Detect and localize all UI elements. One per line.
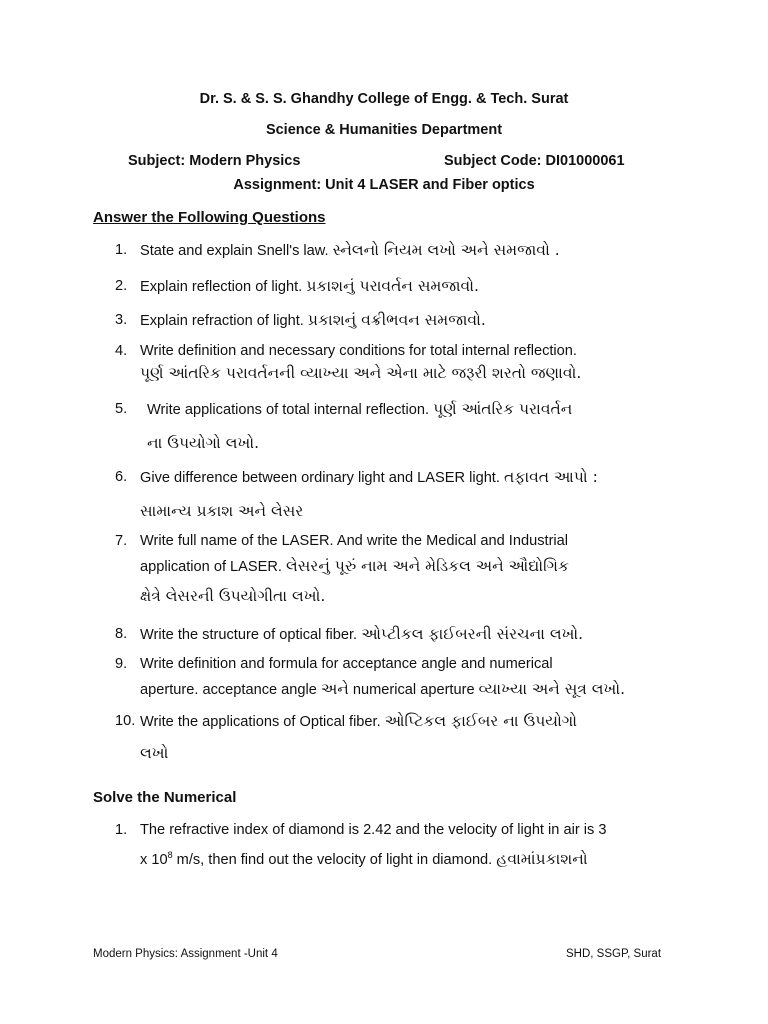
question-text-en-cont: application of LASER.: [140, 559, 282, 575]
question-text-gu: સ્નેલનો નિયમ લખો અને સમજાવો .: [332, 241, 560, 259]
numerical-text-gu: હવામાંપ્રકાશનો: [496, 849, 588, 868]
question-text-en-cont2: numerical aperture: [352, 682, 475, 698]
question-number: 1.: [115, 242, 128, 258]
question-text-en: Explain reflection of light.: [140, 279, 303, 295]
numerical-text-cont2: m/s, then find out the velocity of light in diamond.: [172, 851, 493, 868]
question-text-gu: અને: [320, 680, 349, 698]
question-item: [115, 277, 675, 297]
question-number: 6.: [115, 469, 128, 485]
question-item: [115, 712, 675, 768]
question-text-en: Write full name of the LASER. And write the Medical and Industrial: [140, 533, 569, 549]
question-text-gu: પૂર્ણ આંતરિક પરાવર્તનની વ્યાખ્યા અને એના માટે જરૂરી શરતો જણાવો.: [140, 364, 582, 382]
college-name: Dr. S. & S. S. Ghandhy College of Engg. & Tech. Surat: [199, 91, 569, 107]
question-number: 8.: [115, 626, 128, 642]
question-item: [115, 241, 675, 261]
question-text-en: Write definition and formula for acceptance angle and numerical: [140, 656, 553, 672]
question-text-gu-cont: ક્ષેત્રે લેસરની ઉપયોગીતા લખો.: [140, 587, 326, 605]
question-item: [115, 342, 675, 385]
question-text-en-cont: aperture. acceptance angle: [140, 682, 317, 698]
questions-heading: Answer the Following Questions: [93, 209, 326, 226]
question-text-en: Write definition and necessary conditions for total internal reflection.: [140, 343, 577, 359]
question-text-gu-cont: લખો: [140, 744, 169, 762]
question-item: [115, 311, 675, 331]
department-name: Science & Humanities Department: [265, 122, 503, 138]
question-text-gu: તફાવત આપો :: [503, 468, 598, 486]
numerical-item: [115, 821, 675, 870]
question-text-gu: ઓપ્ટિકલ ફાઈબર ના ઉપયોગો: [384, 712, 578, 730]
question-number: 5.: [115, 401, 128, 417]
numerical-number: 1.: [115, 822, 128, 838]
question-item: [115, 625, 675, 645]
question-text-gu: પૂર્ણ આંતરિક પરાવર્તન: [433, 400, 573, 418]
question-number: 7.: [115, 533, 128, 549]
question-text-gu: પ્રકાશનું વક્રીભવન સમજાવો.: [307, 311, 486, 329]
question-item: [115, 400, 675, 458]
question-text-gu-cont: સામાન્ય પ્રકાશ અને લેસર: [140, 502, 304, 520]
subject-name: Subject: Modern Physics: [128, 153, 301, 169]
question-number: 2.: [115, 278, 128, 294]
question-number: 3.: [115, 312, 128, 328]
question-text-en: Give difference between ordinary light and LASER light.: [140, 470, 500, 486]
question-text-en: Explain refraction of light.: [140, 313, 304, 329]
question-item: [115, 532, 675, 611]
numerical-heading: Solve the Numerical: [93, 789, 237, 806]
footer-left: Modern Physics: Assignment -Unit 4: [93, 948, 278, 960]
question-text-gu-cont: વ્યાખ્યા અને સૂત્ર લખો.: [478, 680, 626, 698]
question-number: 4.: [115, 343, 128, 359]
subject-code: Subject Code: DI01000061: [444, 153, 625, 169]
question-text-en: Write the structure of optical fiber.: [140, 627, 358, 643]
exponent: 8: [167, 850, 173, 860]
footer-right: SHD, SSGP, Surat: [566, 948, 662, 960]
question-text-gu: ઓપ્ટીકલ ફાઈબરની સંરચના લખો.: [361, 625, 584, 643]
question-item: [115, 655, 675, 700]
question-text-en: State and explain Snell's law.: [140, 243, 329, 259]
question-number: 10.: [115, 713, 136, 729]
question-number: 9.: [115, 656, 128, 672]
numerical-text-cont: x 10: [140, 851, 168, 868]
question-text-en: Write the applications of Optical fiber.: [140, 714, 381, 730]
question-text-gu: લેસરનું પૂરું નામ અને મેડિકલ અને ઔદ્યોગિક: [286, 557, 569, 575]
question-text-en: Write applications of total internal reflection.: [147, 402, 430, 418]
question-item: [115, 468, 675, 526]
numerical-text: The refractive index of diamond is 2.42 and the velocity of light in air is 3: [140, 822, 607, 838]
question-text-gu-cont: ના ઉપયોગો લખો.: [147, 434, 259, 452]
assignment-title: Assignment: Unit 4 LASER and Fiber optics: [233, 177, 535, 193]
question-text-gu: પ્રકાશનું પરાવર્તન સમજાવો.: [306, 277, 479, 295]
